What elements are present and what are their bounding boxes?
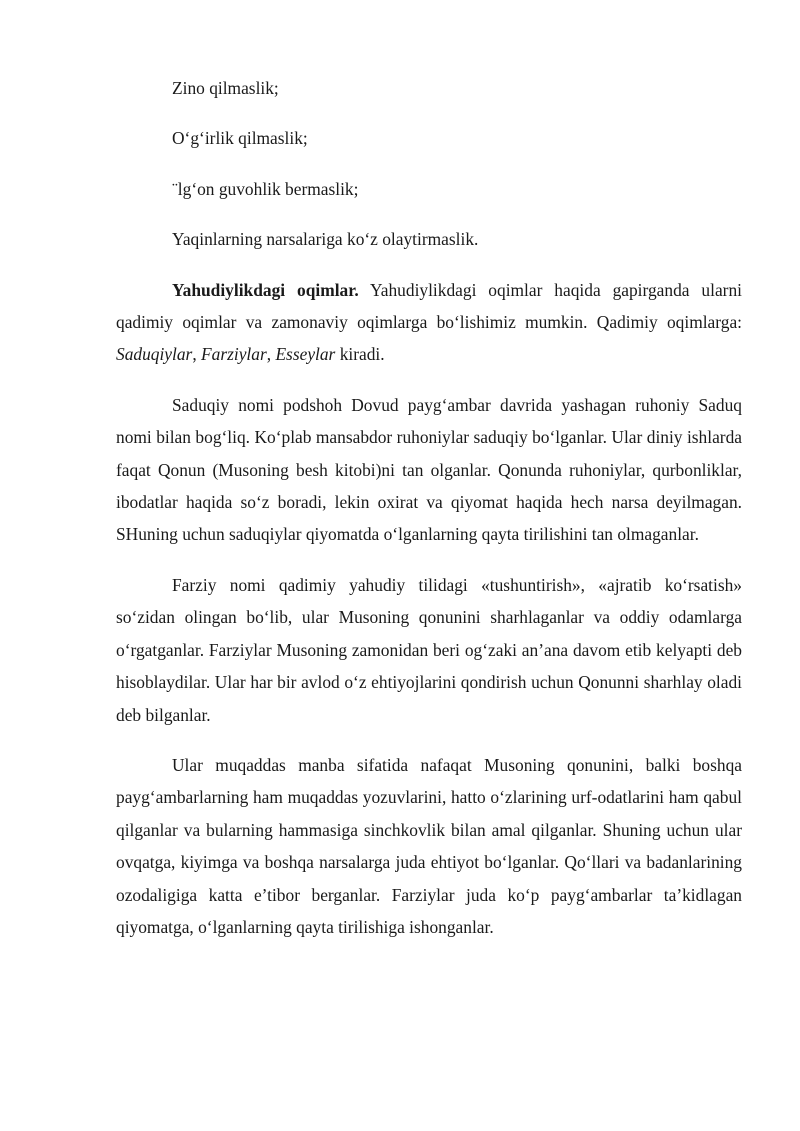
section-heading: Yahudiylikdagi oqimlar.: [172, 279, 359, 300]
paragraph-farziy: Farziy nomi qadimiy yahudiy tilidagi «tushuntirish», «ajratib ko‘rsatish» so‘zidan olingan bo‘lib, ular Musoning qonunini sharhlaganlar va oddiy odamlarga o‘rgatganlar. Farziylar Musoning zamonidan beri og‘zaki an’ana davom etib kelyapti deb hisoblaydilar. Ular har bir avlod o‘z ehtiyojlarini qondirish uchun Qonunni sharhlay oladi deb bilganlar.: [116, 574, 742, 725]
separator: ,: [266, 344, 276, 365]
paragraph-text: Yahudiylikdagi oqimlar haqida gapirganda ularni qadimiy oqimlar va zamonaviy oqimlarga bo‘lishimiz mumkin. Qadimiy oqimlarga:: [116, 279, 742, 333]
list-item: Zino qilmaslik;: [172, 78, 279, 98]
list-item: ¨lg‘on guvohlik bermaslik;: [172, 178, 359, 199]
list-item: O‘g‘irlik qilmaslik;: [172, 128, 308, 149]
term-esseylar: Esseylar: [275, 344, 336, 365]
list-item: Yaqinlarning narsalariga ko‘z olaytirmaslik.: [172, 229, 479, 250]
term-farziylar: Farziylar: [201, 344, 267, 365]
paragraph-farziy-beliefs: Ular muqaddas manba sifatida nafaqat Musoning qonunini, balki boshqa payg‘ambarlarning ham muqaddas yozuvlarini, hatto o‘zlarining urf-odatlarini ham qabul qilganlar va bularning hammasiga sinchkovlik bilan amal qilganlar. Shuning uchun ular ovqatga, kiyimga va boshqa narsalarga juda ehtiyot bo‘lganlar. Qo‘llari va badanlarining ozodaligiga katta e’tibor berganlar. Farziylar juda ko‘p payg‘ambarlar ta’kidlagan qiyomatga, o‘lganlarning qayta tirilishiga ishonganlar.: [116, 754, 742, 937]
paragraph-jewish-movements: [116, 274, 742, 371]
term-saduqiylar: Saduqiylar: [116, 344, 193, 365]
document-body: [116, 72, 742, 961]
separator: ,: [192, 344, 202, 365]
paragraph-tail: kiradi.: [335, 344, 385, 365]
paragraph-saduqiy: Saduqiy nomi podshoh Dovud payg‘ambar davrida yashagan ruhoniy Saduq nomi bilan bog‘liq. Ko‘plab mansabdor ruhoniylar saduqiy bo‘lganlar. Ular diniy ishlarda faqat Qonun (Musoning besh kitobi)ni tan olganlar. Qonunda ruhoniylar, qurbonliklar, ibodatlar haqida so‘z boradi, lekin oxirat va qiyomat haqida hech narsa deyilmagan. SHuning uchun saduqiylar qiyomatda o‘lganlarning qayta tirilishini tan olmaganlar.: [116, 394, 742, 545]
